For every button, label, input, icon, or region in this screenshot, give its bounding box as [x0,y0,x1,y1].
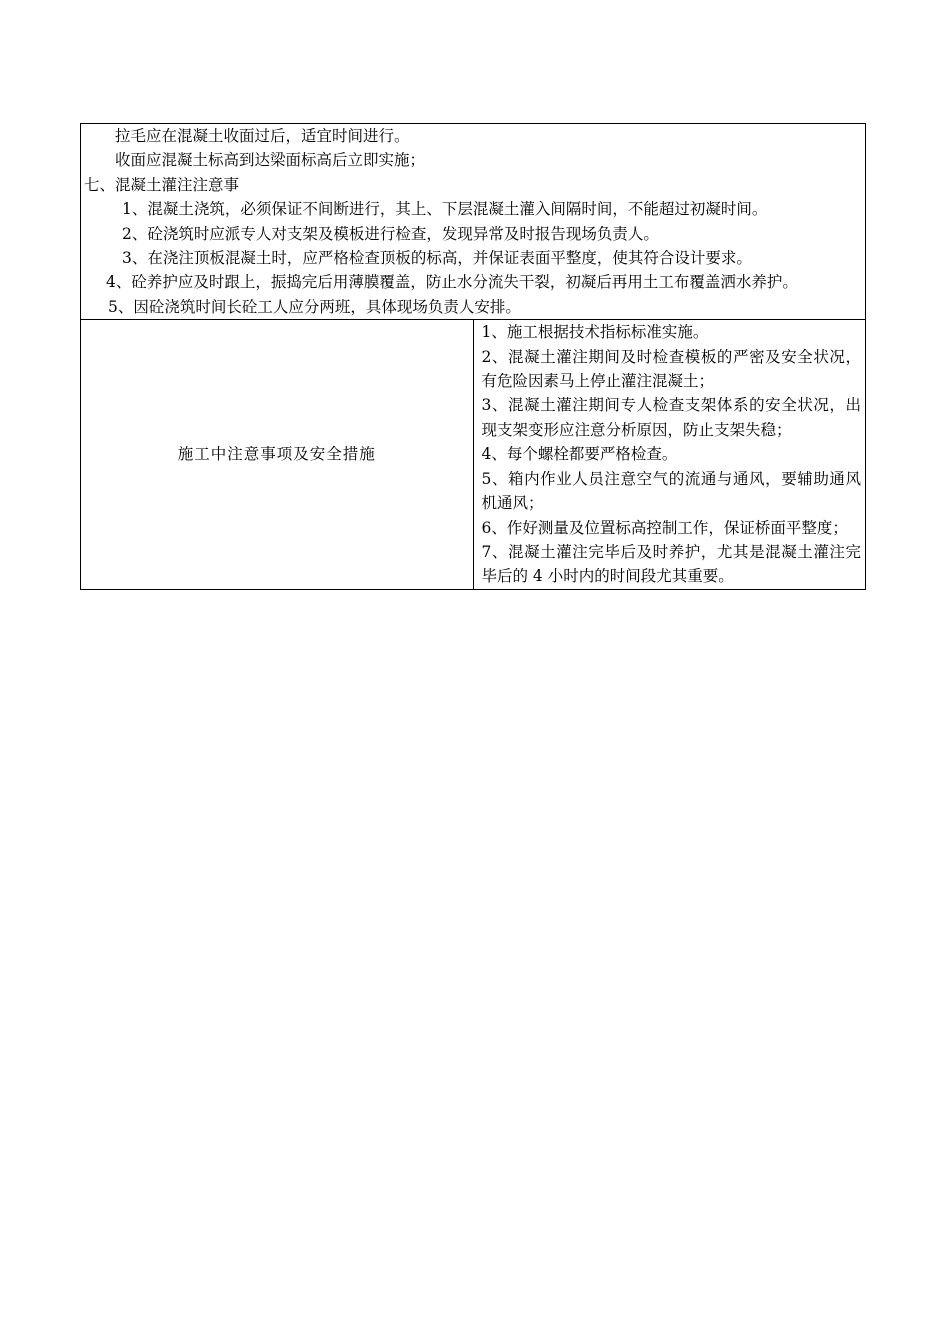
safety-label-cell: 施工中注意事项及安全措施 [81,320,474,589]
safety-row [81,320,866,589]
safety-item: 6、作好测量及位置标高控制工作，保证桥面平整度； [481,518,848,537]
paragraph-line: 5、因砼浇筑时间长砼工人应分两班，具体现场负责人安排。 [108,297,521,316]
safety-item: 7、混凝土灌注完毕后及时养护，尤其是混凝土灌注完毕后的 4 小时内的时间段尤其重要。 [481,542,861,586]
paragraph-line: 2、砼浇筑时应派专人对支架及模板进行检查，发现异常及时报告现场负责人。 [122,224,659,243]
construction-table [80,123,866,590]
top-row [81,124,866,320]
safety-items-cell [473,320,866,589]
paragraph-text: 1、混凝土浇筑，必须保证不间断进行，其上、下层混凝土灌入间隔时间，不能超过初凝时间。 [122,200,768,219]
safety-item: 4、每个螺栓都要严格检查。 [481,445,678,464]
paragraph-line: 3、在浇注顶板混凝土时，应严格检查顶板的标高，并保证表面平整度，使其符合设计要求。 [122,249,752,268]
paragraph-line: 拉毛应在混凝土收面过后，适宜时间进行。 [115,127,410,145]
top-section-cell [81,124,866,320]
safety-item: 3、混凝土灌注期间专人检查支架体系的安全状况，出现支架变形应注意分析原因，防止支架失稳； [481,396,861,439]
paragraph-line: 收面应混凝土标高到达梁面标高后立即实施； [115,151,426,170]
paragraph-line: 4、砼养护应及时跟上，振捣完后用薄膜覆盖，防止水分流失干裂，初凝后再用土工布覆盖洒水养护。 [106,273,798,292]
paragraph-line [84,197,859,221]
safety-item: 1、施工根据技术指标标准实施。 [481,323,709,342]
safety-item: 5、箱内作业人员注意空气的流通与通风，要辅助通风机通风； [481,469,861,513]
safety-item: 2、混凝土灌注期间及时检查模板的严密及安全状况，有危险因素马上停止灌注混凝土； [481,347,861,391]
section-heading: 七、混凝土灌注注意事 [84,175,240,194]
